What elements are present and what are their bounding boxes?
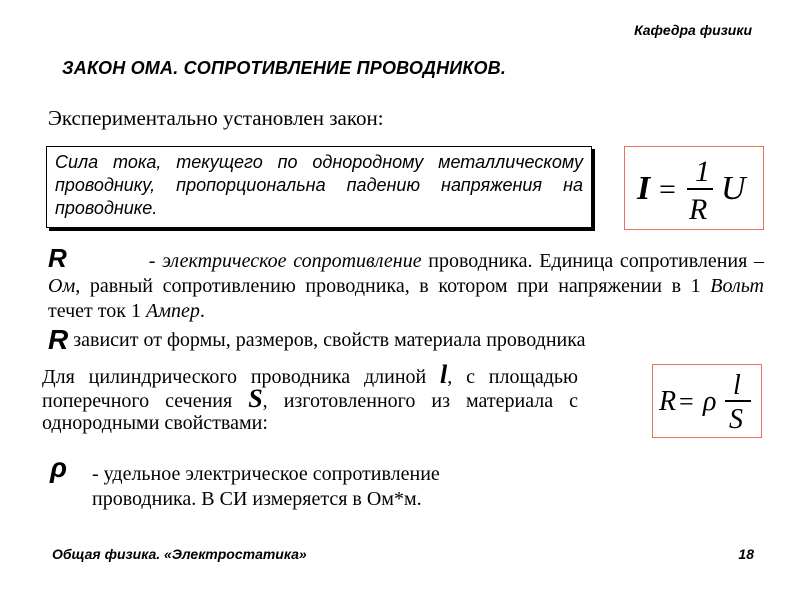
formula-numerator: 1	[695, 155, 710, 188]
resistance-text-4: Ом	[48, 275, 76, 297]
cylinder-text-2: , с площадью поперечного сечения	[42, 366, 578, 412]
resistivity-formula	[655, 366, 759, 436]
formula2-denominator: S	[729, 404, 743, 435]
resistance-text-9: .	[199, 300, 205, 322]
resistance-definition	[48, 243, 764, 324]
formula2-numerator: l	[733, 370, 741, 401]
resistance-text-3: проводника. Единица сопротивления –	[421, 250, 764, 272]
resistivity-line-2: проводника. В СИ измеряется в Ом*м.	[92, 488, 422, 510]
resistivity-definition	[92, 462, 562, 512]
area-symbol: S	[248, 384, 263, 413]
cylinder-text-1: Для цилиндрического проводника длиной	[42, 366, 441, 388]
formula-lhs: I	[637, 170, 651, 207]
resistivity-line-1: - удельное электрическое сопротивление	[92, 463, 440, 485]
resistance-symbol: R	[48, 243, 67, 273]
formula2-lhs: R	[659, 386, 677, 417]
cylindrical-conductor-text	[42, 360, 578, 434]
course-footer: Общая физика. «Электростатика»	[52, 546, 307, 562]
length-symbol: l	[440, 360, 448, 389]
slide-title: ЗАКОН ОМА. СОПРОТИВЛЕНИЕ ПРОВОДНИКОВ.	[62, 58, 507, 78]
resistance-dependency	[48, 324, 586, 356]
dependency-text: зависит от формы, размеров, свойств материала проводника	[68, 329, 586, 351]
resistivity-formula-box	[652, 364, 762, 438]
cylinder-text-3: , изготовленного из материала с однородными свойствами:	[42, 390, 578, 434]
resistance-text-6: Вольт	[710, 275, 764, 297]
resistance-symbol-2: R	[48, 324, 69, 355]
formula2-equals: =	[679, 387, 694, 416]
formula-rhs: U	[721, 170, 746, 207]
resistance-text-1: -	[148, 250, 163, 272]
department-label: Кафедра физики	[634, 22, 752, 38]
page-number: 18	[738, 546, 754, 562]
resistivity-symbol: ρ	[50, 452, 67, 483]
formula2-rho: ρ	[703, 386, 717, 417]
formula-equals: =	[659, 173, 676, 206]
ohm-law-formula-box	[624, 146, 764, 230]
ohm-law-formula	[629, 149, 759, 227]
resistance-text-2: электрическое сопротивление	[162, 250, 422, 272]
resistance-text-7: течет ток 1	[48, 300, 146, 322]
resistance-text-5: , равный сопротивлению проводника, в котором при напряжении в 1	[75, 275, 711, 297]
resistance-text-8: Ампер	[146, 300, 200, 322]
intro-text: Экспериментально установлен закон:	[48, 106, 384, 130]
formula-denominator: R	[689, 193, 708, 226]
ohm-law-statement-box: Сила тока, текущего по однородному металлическому проводнику, пропорциональна падению напряжения на проводнике.	[46, 146, 592, 228]
